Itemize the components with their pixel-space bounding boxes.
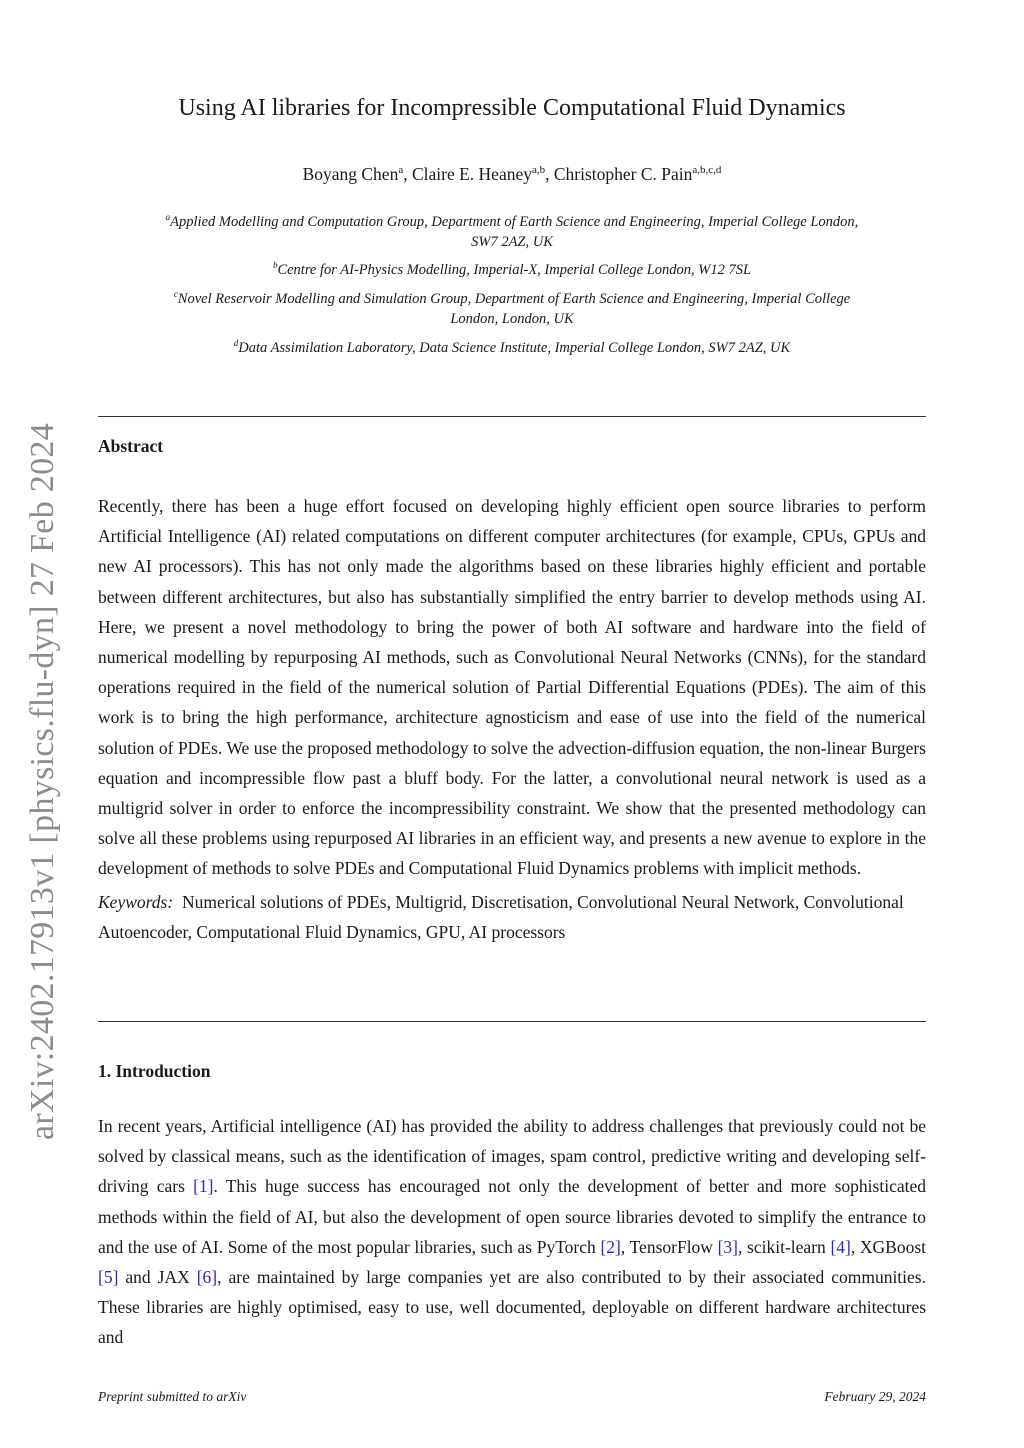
citation-link[interactable]: [3] [717, 1236, 739, 1257]
footer-right: February 29, 2024 [824, 1389, 926, 1404]
affiliation-text: Novel Reservoir Modelling and Simulation Group, Department of Earth Science and Engineering, Imperial College [177, 291, 851, 307]
abstract-body [98, 491, 926, 947]
citation-link[interactable]: [5] [98, 1267, 119, 1288]
citation-link[interactable]: [4] [830, 1236, 851, 1257]
intro-text: and JAX [118, 1267, 197, 1288]
affiliation-mark: b [272, 260, 278, 270]
intro-text: , are maintained by large companies yet are also contributed to by their associated communities. These libraries are highly optimised, easy to use, well documented, deployable on different hardware architectures and [98, 1267, 926, 1348]
keywords-text: Numerical solutions of PDEs, Multigrid, Discretisation, Convolutional Neural Network, Convolutional Autoencoder, Computational Fluid Dynamics, GPU, AI processors [98, 891, 904, 942]
author-affiliation-mark: a,b,c,d [692, 164, 722, 176]
affiliation-a [98, 212, 926, 252]
keywords-label: Keywords: [98, 891, 174, 912]
citation-link[interactable]: [6] [196, 1267, 218, 1288]
paper-title: Using AI libraries for Incompressible Computational Fluid Dynamics [178, 95, 846, 121]
intro-text: , TensorFlow [620, 1236, 718, 1257]
author-separator: , [403, 164, 412, 184]
keywords-line [98, 887, 926, 947]
introduction-paragraph [98, 1111, 926, 1353]
affiliation-text: SW7 2AZ, UK [471, 234, 553, 250]
intro-text: In recent years, Artificial intelligence (AI) has provided the ability to address challenges that previously could not be solved by classical means, such as the identification of images, spam control, predictive writing and developing self-driving cars [98, 1116, 926, 1197]
author-affiliation-mark: a,b [531, 164, 546, 176]
author-affiliation-mark: a [398, 164, 404, 176]
abstract-heading: Abstract [98, 436, 164, 456]
affiliation-mark: a [165, 212, 171, 222]
affiliation-d [98, 338, 926, 358]
intro-text: . This huge success has encouraged not only the development of better and more sophisticated methods within the field of AI, but also the development of open source libraries devoted to simplify the entrance to and the use of AI. Some of the most popular libraries, such as PyTorch [98, 1176, 926, 1257]
author-separator: , [545, 164, 554, 184]
top-rule [98, 416, 926, 417]
citation-link[interactable]: [2] [600, 1236, 621, 1257]
affiliation-text: Centre for AI-Physics Modelling, Imperial-X, Imperial College London, W12 7SL [277, 262, 752, 278]
introduction-body [98, 1111, 926, 1353]
intro-text: , XGBoost [850, 1236, 927, 1257]
affiliation-c [98, 289, 926, 329]
author-name[interactable]: Claire E. Heaney [411, 164, 532, 184]
arxiv-side-stamp: arXiv:2402.17913v1 [physics.flu-dyn] 27 Feb 2024 [24, 423, 61, 1140]
citation-link[interactable]: [1] [193, 1176, 214, 1197]
abstract-text: Recently, there has been a huge effort focused on developing highly efficient open source libraries to perform Artificial Intelligence (AI) related computations on different computer architectures (for example, CPUs, GPUs and new AI processors). This has not only made the algorithms based on these libraries highly efficient and portable between different architectures, but also has substantially simplified the entry barrier to develop methods using AI. Here, we present a novel methodology to bring the power of both AI software and hardware into the field of numerical modelling by repurposing AI methods, such as Convolutional Neural Networks (CNNs), for the standard operations required in the field of the numerical solution of Partial Differential Equations (PDEs). The aim of this work is to bring the high performance, architecture agnosticism and ease of use into the field of the numerical solution of PDEs. We use the proposed methodology to solve the advection-diffusion equation, the non-linear Burgers equation and incompressible flow past a bluff body. For the latter, a convolutional neural network is used as a multigrid solver in order to enforce the incompressibility constraint. We show that the presented methodology can solve all these problems using repurposed AI libraries in an efficient way, and presents a new avenue to explore in the development of methods to solve PDEs and Computational Fluid Dynamics problems with implicit methods. [98, 496, 926, 879]
affiliation-b [98, 260, 926, 280]
affiliation-mark: d [233, 338, 239, 348]
author-list [98, 160, 926, 188]
affiliation-mark: c [173, 289, 178, 299]
affiliation-text: Data Assimilation Laboratory, Data Science Institute, Imperial College London, SW7 2AZ, UK [238, 340, 791, 356]
introduction-heading: 1. Introduction [98, 1061, 211, 1081]
bottom-rule [98, 1021, 926, 1022]
affiliation-text: Applied Modelling and Computation Group, Department of Earth Science and Engineering, Imperial College London, [170, 214, 859, 230]
author-name[interactable]: Boyang Chen [302, 164, 399, 184]
footer-left: Preprint submitted to arXiv [98, 1389, 247, 1404]
author-name[interactable]: Christopher C. Pain [553, 164, 693, 184]
intro-text: , scikit-learn [738, 1236, 831, 1257]
affiliation-text: London, London, UK [450, 311, 574, 327]
